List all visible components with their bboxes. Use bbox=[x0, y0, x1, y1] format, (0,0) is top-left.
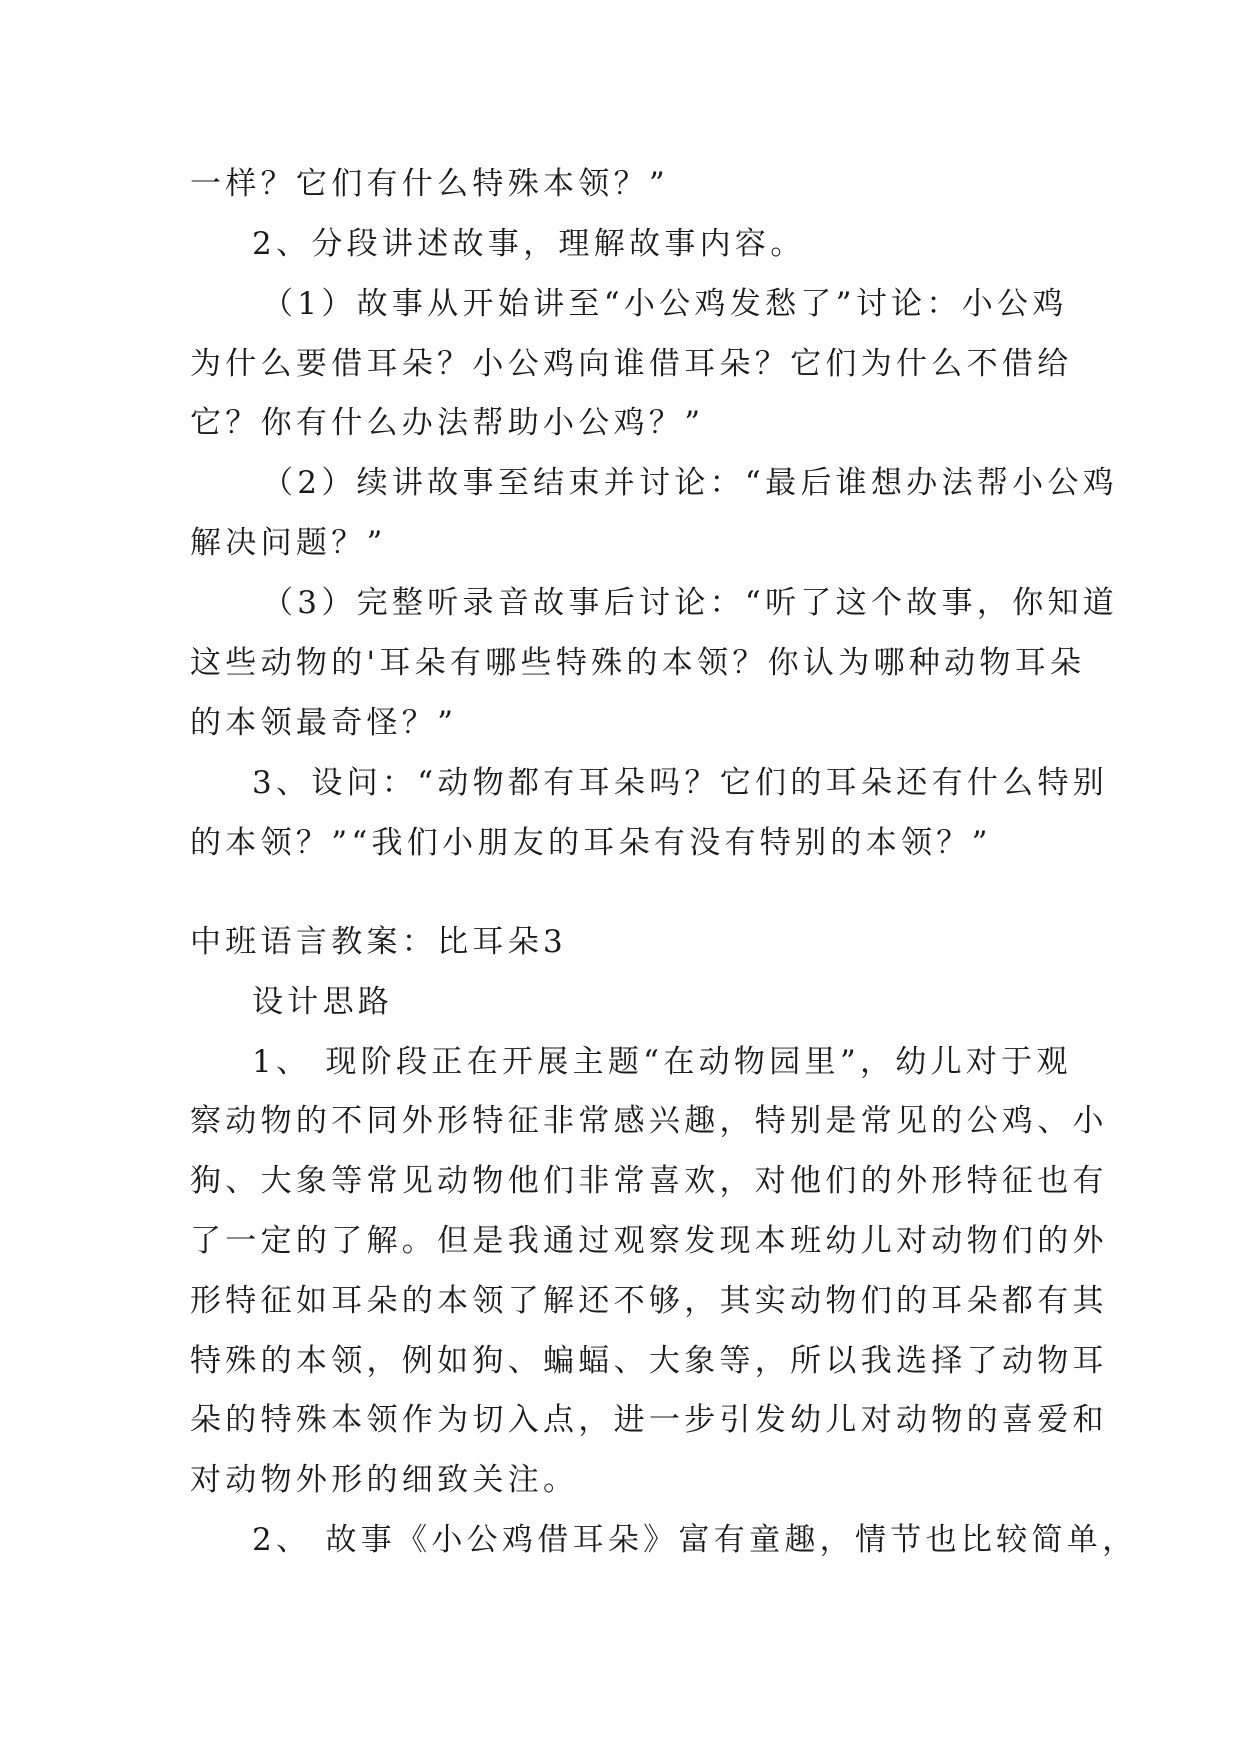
text-line: （3）完整听录音故事后讨论：“听了这个故事，你知道 bbox=[262, 585, 1119, 621]
section-title: 中班语言教案：比耳朵3 bbox=[190, 924, 568, 960]
text-line: 解决问题？” bbox=[190, 525, 387, 561]
text-line: 2、分段讲述故事，理解故事内容。 bbox=[252, 226, 806, 262]
text-line: 特殊的本领，例如狗、蝙蝠、大象等，所以我选择了动物耳 bbox=[190, 1343, 1108, 1379]
text-line: 一样？它们有什么特殊本领？” bbox=[190, 166, 670, 202]
text-line: （2）续讲故事至结束并讨论：“最后谁想办法帮小公鸡 bbox=[262, 465, 1119, 501]
text-line: 朵的特殊本领作为切入点，进一步引发幼儿对动物的喜爱和 bbox=[190, 1402, 1108, 1438]
text-line: 的本领最奇怪？” bbox=[190, 705, 458, 741]
text-line: 狗、大象等常见动物他们非常喜欢，对他们的外形特征也有 bbox=[190, 1163, 1108, 1199]
text-line: 对动物外形的细致关注。 bbox=[190, 1462, 579, 1498]
text-line: 2、 故事《小公鸡借耳朵》富有童趣，情节也比较简单， bbox=[252, 1522, 1138, 1558]
text-line: 这些动物的'耳朵有哪些特殊的本领？你认为哪种动物耳朵 bbox=[190, 645, 1086, 681]
text-line: 为什么要借耳朵？小公鸡向谁借耳朵？它们为什么不借给 bbox=[190, 346, 1073, 382]
text-line: 察动物的不同外形特征非常感兴趣，特别是常见的公鸡、小 bbox=[190, 1103, 1108, 1139]
text-line: 1、 现阶段正在开展主题“在动物园里”，幼儿对于观 bbox=[252, 1044, 1072, 1080]
text-line: 了一定的了解。但是我通过观察发现本班幼儿对动物们的外 bbox=[190, 1223, 1108, 1259]
text-line: 它？你有什么办法帮助小公鸡？” bbox=[190, 405, 705, 441]
text-line: 3、设问：“动物都有耳朵吗？它们的耳朵还有什么特别 bbox=[252, 765, 1109, 801]
section-subtitle: 设计思路 bbox=[252, 984, 394, 1020]
text-line: 的本领？”“我们小朋友的耳朵有没有特别的本领？” bbox=[190, 825, 992, 861]
text-line: 形特征如耳朵的本领了解还不够，其实动物们的耳朵都有其 bbox=[190, 1283, 1108, 1319]
text-line: （1）故事从开始讲至“小公鸡发愁了”讨论：小公鸡 bbox=[262, 286, 1068, 322]
